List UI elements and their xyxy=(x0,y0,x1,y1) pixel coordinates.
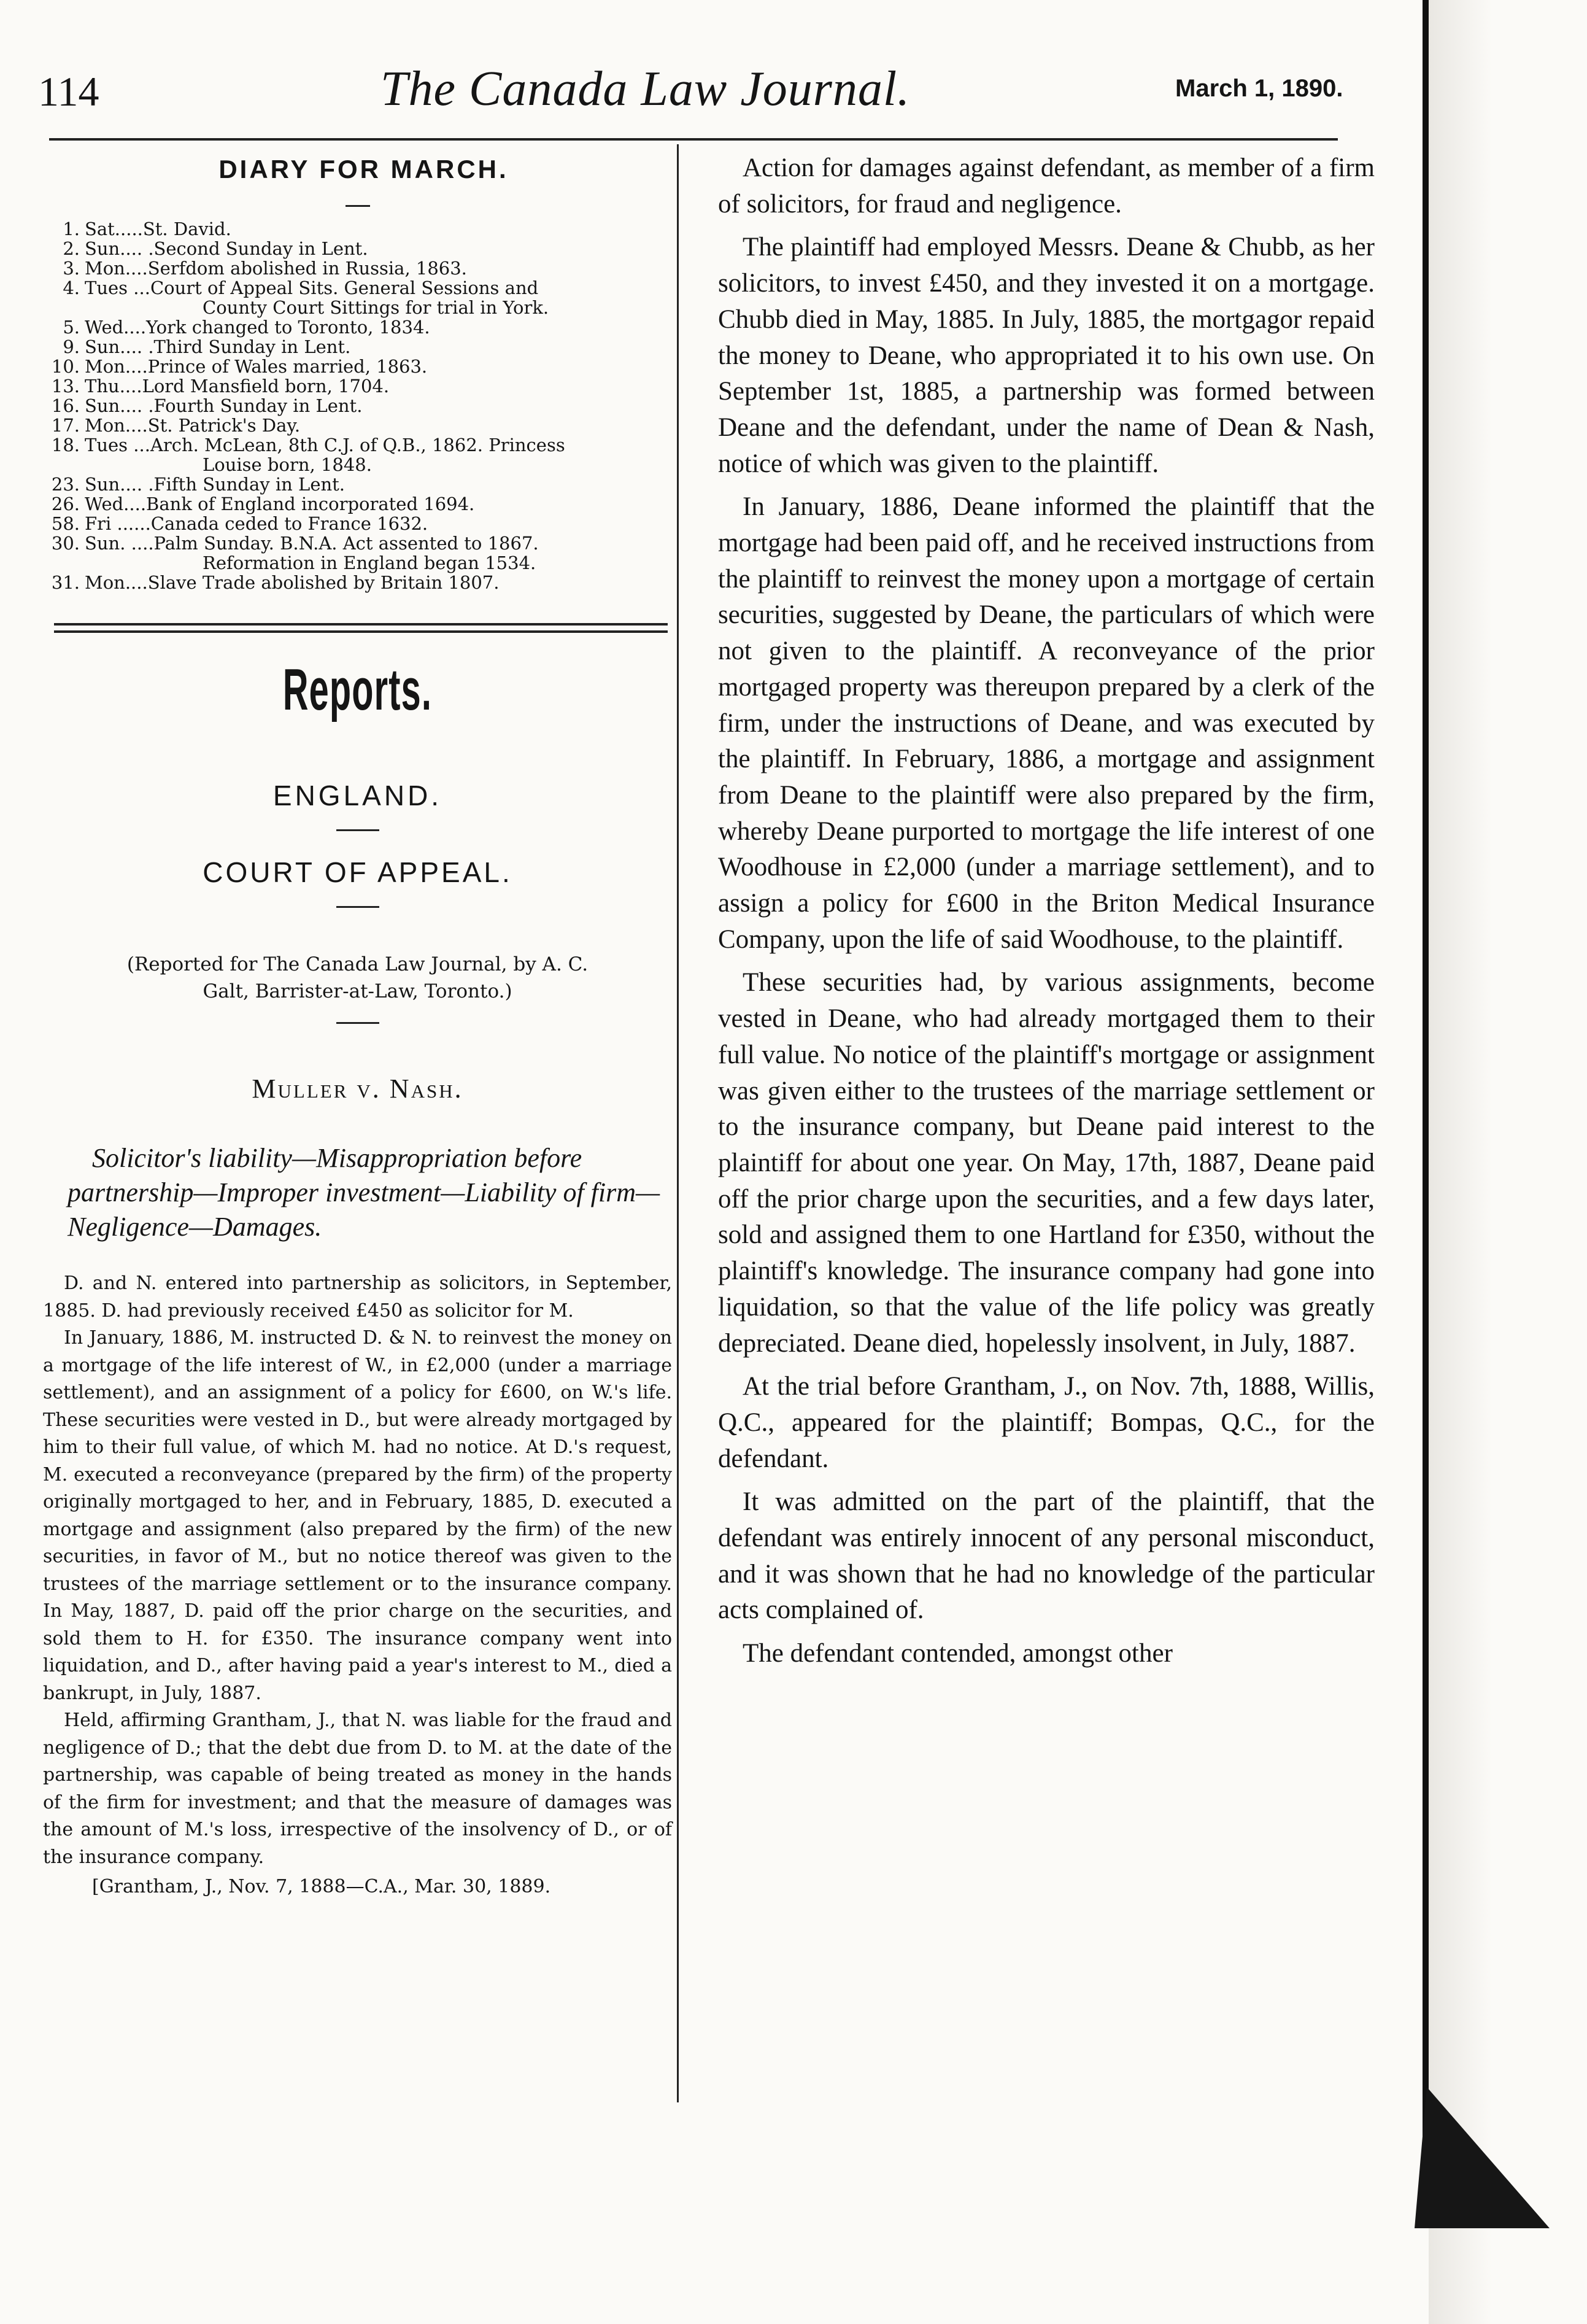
diary-entry-day: 58. xyxy=(51,513,80,534)
right-column xyxy=(718,150,1375,1672)
diary-entry xyxy=(43,317,672,337)
binding-edge xyxy=(1423,0,1429,2161)
case-citation: [Grantham, J., Nov. 7, 1888—C.A., Mar. 30, 1889. xyxy=(92,1876,551,1897)
diary-entry xyxy=(43,494,672,514)
diary-entry-day: 18. xyxy=(51,435,80,455)
diary-entry-text: Wed....York changed to Toronto, 1834. xyxy=(85,317,430,338)
reporter-note-line: (Reported for The Canada Law Journal, by A. C. xyxy=(126,953,589,975)
body-paragraph: In January, 1886, Deane informed the plaintiff that the mortgage had been paid off, and he received instructions from the plaintiff to reinvest the money upon a mortgage of certain securities, suggested by Deane, the particulars of which were not given to the plaintiff. A reconveyance of the prior mortgaged property was thereupon prepared by a clerk of the firm, under the instructions of Deane, and was executed by the plaintiff. In February, 1886, a mortgage and assignment from Deane to the plaintiff were also prepared by the firm, whereby Deane purported to mortgage the life interest of one Woodhouse in £2,000 (under a marriage settlement), and to assign a policy for £600 in the Briton Medical Insurance Company, upon the life of said Woodhouse, to the plaintiff. xyxy=(718,492,1375,954)
diary-entry xyxy=(43,435,672,455)
diary-entry xyxy=(43,298,672,317)
heading-divider xyxy=(336,829,379,831)
diary-entry-text: Fri ......Canada ceded to France 1632. xyxy=(85,513,428,534)
diary-entry-day: 1. xyxy=(63,219,80,239)
case-title: Muller v. Nash. xyxy=(252,1074,463,1104)
body-paragraph: Action for damages against defendant, as member of a firm of solicitors, for fraud and negligence. xyxy=(718,153,1375,219)
diary-list xyxy=(43,219,672,592)
diary-entry-day: 2. xyxy=(63,238,80,259)
section-double-rule xyxy=(54,623,668,633)
diary-entry-day: 5. xyxy=(63,317,80,338)
body-paragraph: The defendant contended, amongst other xyxy=(743,1639,1173,1668)
diary-entry-text: Wed....Bank of England incorporated 1694. xyxy=(85,494,475,514)
diary-entry-text: Sun. ....Palm Sunday. B.N.A. Act assented to 1867. xyxy=(85,533,539,554)
diary-entry-text: Sat.....St. David. xyxy=(85,219,231,239)
diary-entry-text: Sun.... .Fourth Sunday in Lent. xyxy=(85,395,363,416)
diary-entry-continuation: County Court Sittings for trial in York. xyxy=(203,297,549,318)
diary-entry-text: Sun.... .Third Sunday in Lent. xyxy=(85,336,351,357)
diary-entry-day: 4. xyxy=(63,277,80,298)
diary-entry-text: Tues ...Court of Appeal Sits. General Sessions and xyxy=(85,277,539,298)
reporter-note-line: Galt, Barrister-at-Law, Toronto.) xyxy=(203,980,512,1002)
diary-entry-day: 30. xyxy=(51,533,80,554)
body-paragraph: At the trial before Grantham, J., on Nov. 7th, 1888, Willis, Q.C., appeared for the plaintiff; Bompas, Q.C., for the defendant. xyxy=(718,1372,1375,1473)
diary-entry xyxy=(43,553,672,573)
diary-entry xyxy=(43,357,672,376)
headnote-paragraph: Held, affirming Grantham, J., that N. was liable for the fraud and negligence of D.; that the debt due from D. to M. at the date of the partnership, was capable of being treated as money in the hands of the firm for investment; and that the measure of damages was the amount of M.'s loss, irrespective of the insolvency of D., or of the insurance company. xyxy=(43,1710,672,1868)
diary-entry-text: Sun.... .Second Sunday in Lent. xyxy=(85,238,368,259)
court-heading: COURT OF APPEAL. xyxy=(203,856,512,888)
diary-entry-day: 13. xyxy=(51,376,80,397)
diary-entry-day: 17. xyxy=(51,415,80,436)
reports-heading: Reports. xyxy=(282,657,433,722)
diary-entry-day: 26. xyxy=(51,494,80,514)
binding-edge-torn xyxy=(1415,2087,1550,2228)
body-paragraph: It was admitted on the part of the plaintiff, that the defendant was entirely innocent of any personal misconduct, and it was shown that he had no knowledge of the particular acts complained of. xyxy=(718,1487,1375,1625)
diary-title: DIARY FOR MARCH. xyxy=(218,155,509,184)
page-number: 114 xyxy=(38,68,99,115)
page-edge-shadow xyxy=(1429,0,1587,2324)
diary-entry xyxy=(43,474,672,494)
diary-entry xyxy=(43,416,672,435)
diary-entry-continuation: Reformation in England began 1534. xyxy=(203,552,536,573)
diary-entry-text: Mon....Serfdom abolished in Russia, 1863. xyxy=(85,258,467,279)
diary-divider xyxy=(346,205,370,207)
diary-entry-continuation: Louise born, 1848. xyxy=(203,454,372,475)
country-heading: ENGLAND. xyxy=(272,780,442,811)
heading-divider xyxy=(336,906,379,908)
body-paragraph: The plaintiff had employed Messrs. Deane & Chubb, as her solicitors, to invest £450, and they invested it on a mortgage. Chubb died in May, 1885. In July, 1885, the mortgagor repaid the money to Deane, who appropriated it to his own use. On September 1st, 1885, a partnership was formed between Deane and the defendant, under the name of Dean & Nash, notice of which was given to the plaintiff. xyxy=(718,233,1375,478)
diary-entry xyxy=(43,396,672,416)
diary-entry-text: Mon....Prince of Wales married, 1863. xyxy=(85,356,428,377)
case-subject: Solicitor's liability—Misappropriation before partnership—Improper investment—Liability of firm—Negligence—Damages. xyxy=(68,1143,660,1242)
diary-entry xyxy=(43,514,672,533)
body-paragraph: These securities had, by various assignments, become vested in Deane, who had already mortgaged them to their full value. No notice of the plaintiff's mortgage or assignment was given either to the trustees of the marriage settlement or to the insurance company, but Deane paid interest to the plaintiff for about one year. On May, 17th, 1887, Deane paid off the prior charge upon the securities, and a few days later, sold and assigned them to one Hartland for £350, without the plaintiff's knowledge. The insurance company had gone into liquidation, so that the value of the life policy was greatly depreciated. Deane died, hopelessly insolvent, in July, 1887. xyxy=(718,968,1375,1358)
diary-entry xyxy=(43,376,672,396)
headnote xyxy=(43,1270,672,1871)
issue-date: March 1, 1890. xyxy=(1175,75,1343,102)
diary-entry xyxy=(43,258,672,278)
diary-entry-text: Mon....Slave Trade abolished by Britain 1807. xyxy=(85,572,500,593)
diary-entry xyxy=(43,573,672,592)
heading-divider xyxy=(336,1022,379,1024)
headnote-paragraph: D. and N. entered into partnership as solicitors, in September, 1885. D. had previously received £450 as solicitor for M. xyxy=(43,1272,672,1322)
left-column xyxy=(43,155,672,1897)
diary-entry-day: 16. xyxy=(51,395,80,416)
diary-entry-day: 23. xyxy=(51,474,80,495)
reporter-note xyxy=(43,951,672,1005)
diary-entry-text: Mon....St. Patrick's Day. xyxy=(85,415,301,436)
diary-entry xyxy=(43,337,672,357)
diary-entry-text: Tues ...Arch. McLean, 8th C.J. of Q.B., 1862. Princess xyxy=(85,435,565,455)
diary-entry xyxy=(43,219,672,239)
diary-entry-day: 3. xyxy=(63,258,80,279)
headnote-paragraph: In January, 1886, M. instructed D. & N. to reinvest the money on a mortgage of the life interest of W., in £2,000 (under a marriage settlement), and an assignment of a policy for £600, on W.'s life. These securities were vested in D., but were already mortgaged by him to their full value, of which M. had no notice. At D.'s request, M. executed a reconveyance (prepared by the firm) of the property originally mortgaged to her, and in February, 1885, D. executed a mortgage and assignment (also prepared by the firm) of the new securities, in favor of M., but no notice thereof was given to the trustees of the marriage settlement or to the insurance company. In May, 1887, D. paid off the prior charge on the securities, and sold them to H. for £350. The insurance company went into liquidation, and D., after having paid a year's interest to M., died a bankrupt, in July, 1887. xyxy=(43,1327,672,1704)
diary-entry-day: 9. xyxy=(63,336,80,357)
diary-entry-text: Sun.... .Fifth Sunday in Lent. xyxy=(85,474,346,495)
journal-title: The Canada Law Journal. xyxy=(380,62,911,116)
diary-entry-day: 31. xyxy=(51,572,80,593)
diary-entry-text: Thu....Lord Mansfield born, 1704. xyxy=(85,376,390,397)
diary-entry xyxy=(43,455,672,474)
diary-entry xyxy=(43,239,672,258)
diary-entry-day: 10. xyxy=(51,356,80,377)
diary-entry xyxy=(43,278,672,298)
column-divider xyxy=(677,144,679,2102)
diary-entry xyxy=(43,533,672,553)
header-rule xyxy=(49,138,1338,141)
